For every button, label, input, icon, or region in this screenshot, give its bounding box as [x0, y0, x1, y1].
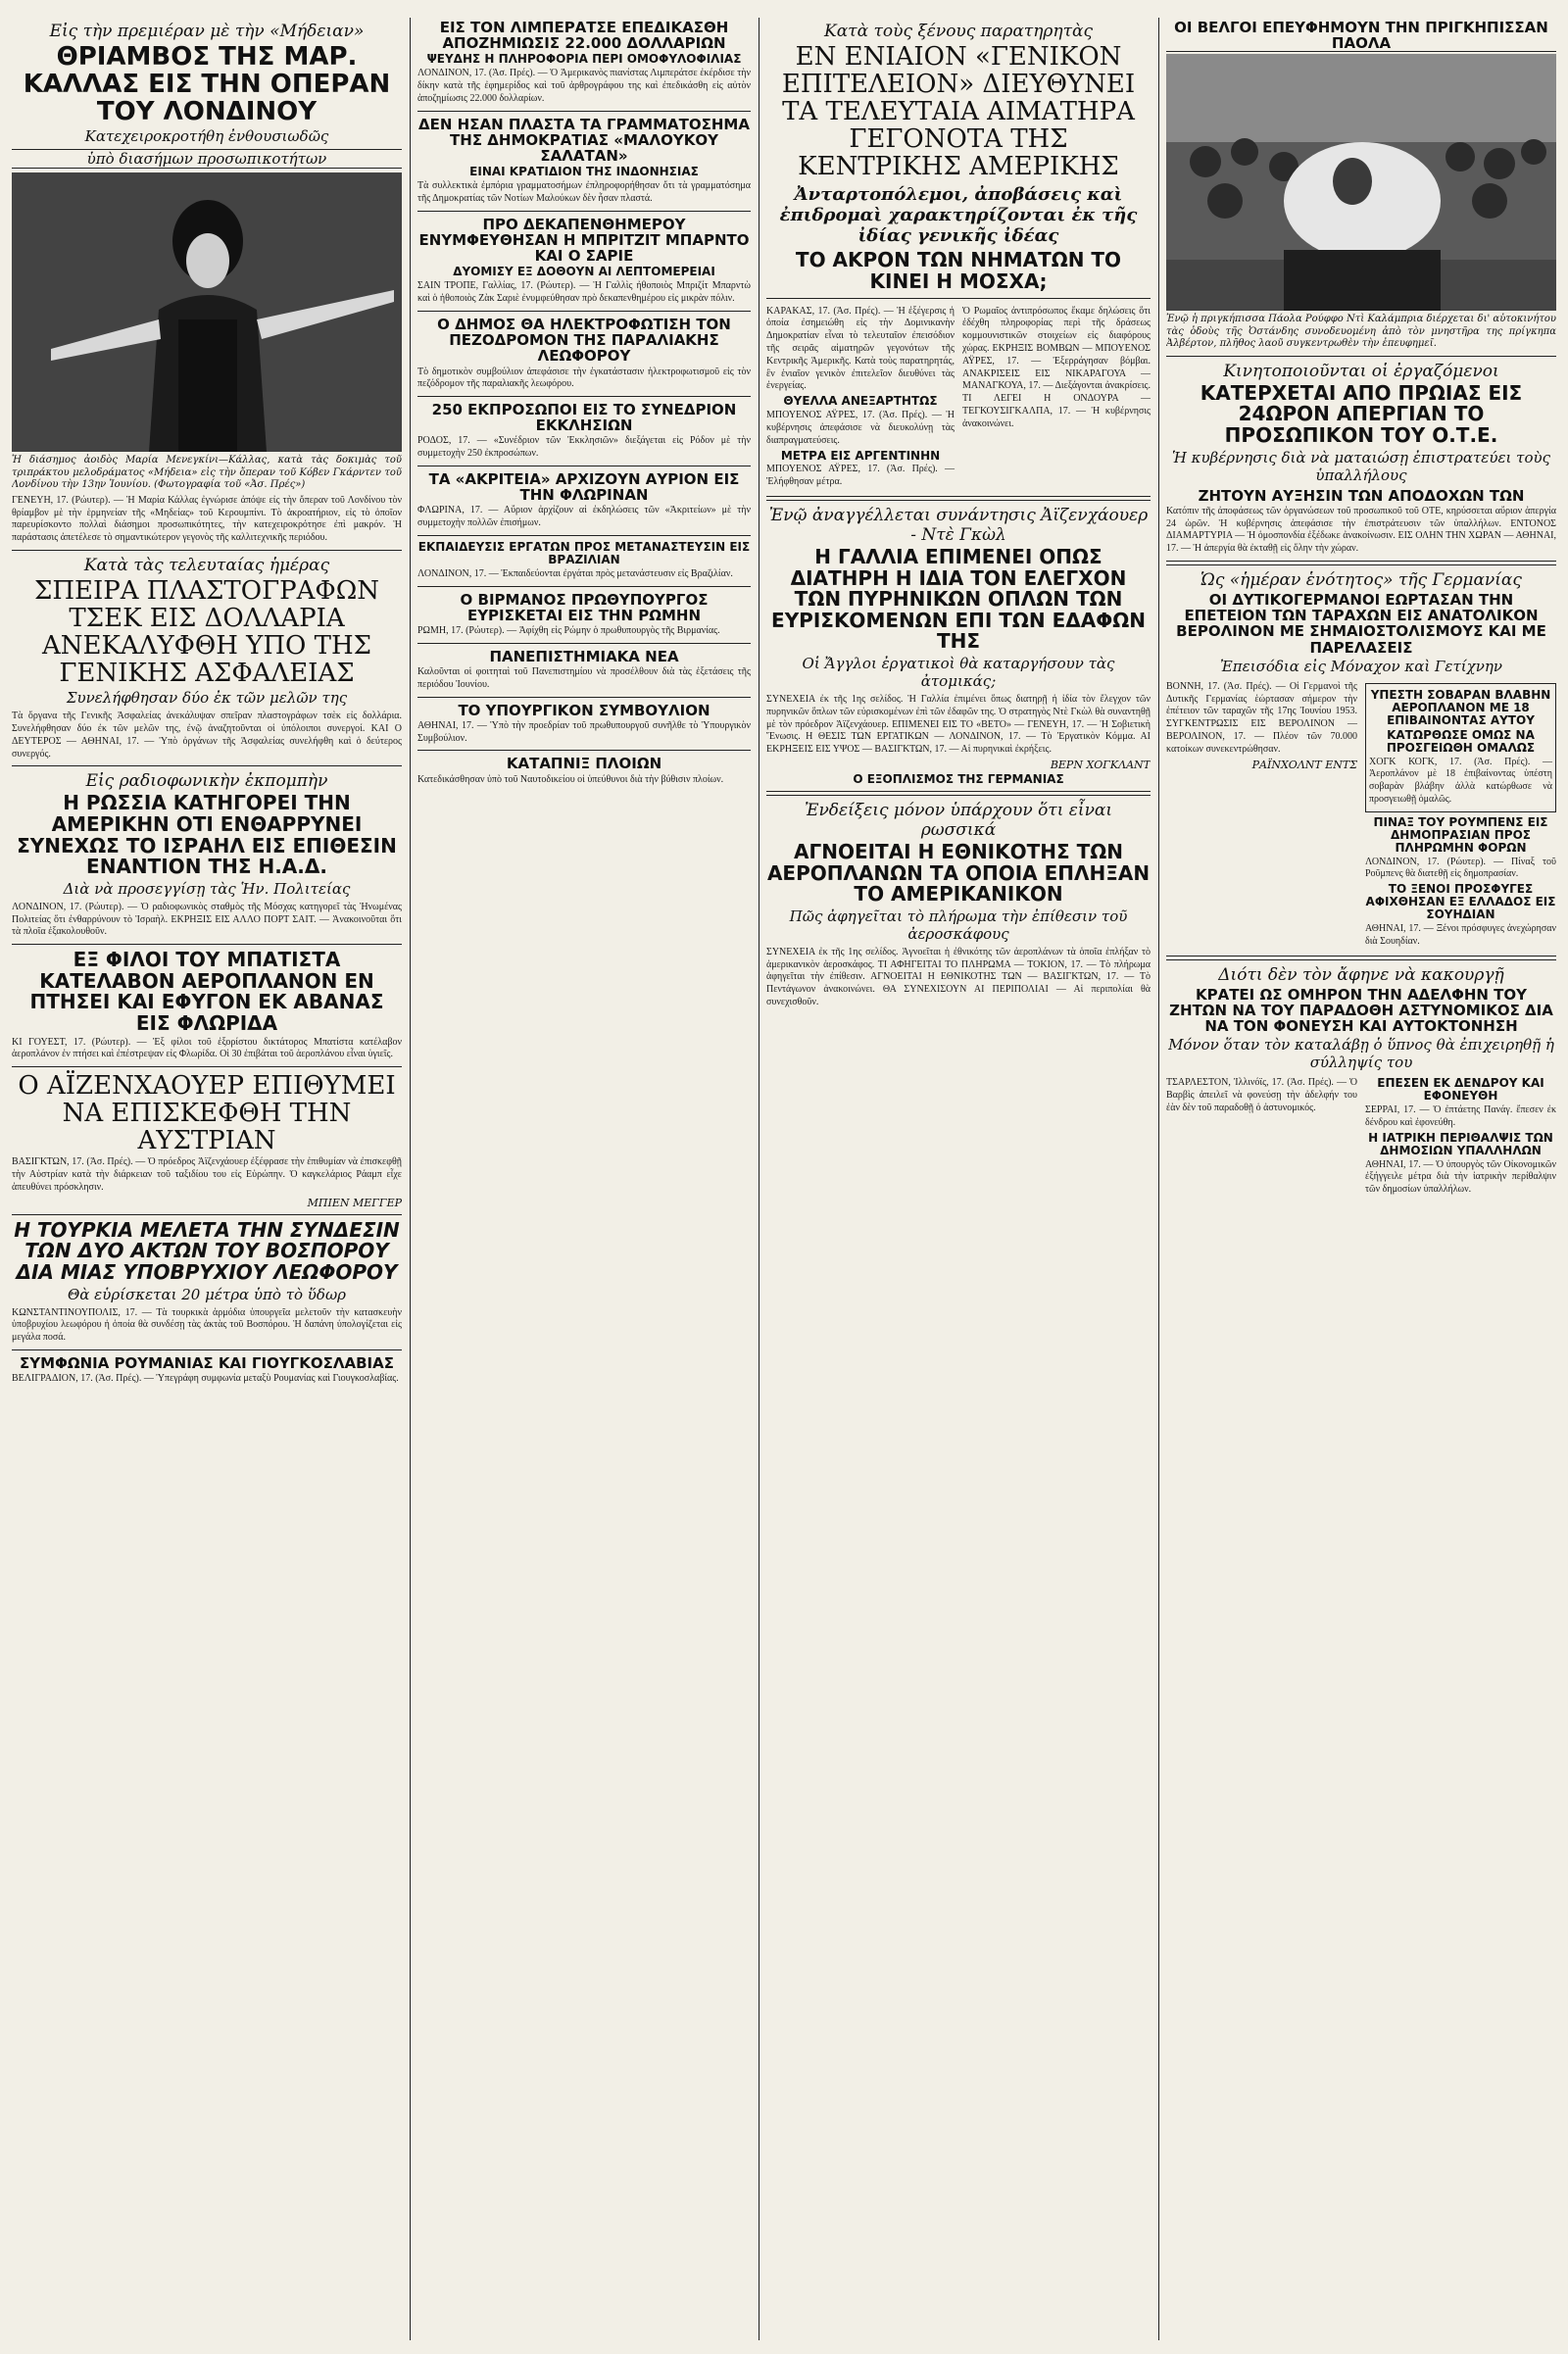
- kicker: Ἐνδείξεις μόνον ὑπάρχουν ὅτι εἶναι ρωσσικά: [804, 800, 1113, 840]
- headline: ΤΟ ΞΕΝΟΙ ΠΡΟΣΦΥΓΕΣ ΑΦΙΧΘΗΣΑΝ ΕΞ ΕΛΛΑΔΟΣ ΕΙΣ ΣΟΥΗΔΙΑΝ: [1365, 882, 1556, 922]
- divider: [766, 298, 1151, 299]
- headline: ΤΑ «ΑΚΡΙΤΕΙΑ» ΑΡΧΙΖΟΥΝ ΑΥΡΙΟΝ ΕΙΣ ΤΗΝ ΦΛΩΡΙΝΑΝ: [428, 470, 740, 505]
- headline: ΟΙ ΔΥΤΙΚΟΓΕΡΜΑΝΟΙ ΕΩΡΤΑΣΑΝ ΤΗΝ ΕΠΕΤΕΙΟΝ ΤΩΝ ΤΑΡΑΧΩΝ ΕΙΣ ΑΝΑΤΟΛΙΚΟΝ ΒΕΡΟΛΙΝΟΝ ΜΕ ΣΗΜΑΙΟΣΤΟΛΙΣΜΟΥΣ ΚΑΙ ΜΕ ΠΑΡΕΛΑΣΕΙΣ: [1176, 591, 1546, 657]
- divider: [417, 750, 751, 751]
- article-text: ΤΣΑΡΛΕΣΤΟΝ, Ἰλλινόϊς, 17. (Ἀσ. Πρές). — Ὁ Βαρβὶς ἀπειλεῖ νὰ φονεύσῃ τὴν ἀδελφήν του ἐὰν δὲν τοῦ παραδοθῇ ὁ ἀστυνομικός.: [1166, 1077, 1357, 1113]
- divider: [417, 535, 751, 536]
- headline: ΥΠΕΣΤΗ ΣΟΒΑΡΑΝ ΒΛΑΒΗΝ ΑΕΡΟΠΛΑΝΟΝ ΜΕ 18 ΕΠΙΒΑΙΝΟΝΤΑΣ ΑΥΤΟΥ: [1370, 687, 1551, 727]
- subheadline: Πῶς ἀφηγεῖται τὸ πλήρωμα τὴν ἐπίθεσιν τοῦ ἀεροσκάφους: [789, 907, 1128, 943]
- article-text: ΛΟΝΔΙΝΟΝ, 17. (Ρώυτερ). — Ὁ ραδιοφωνικὸς σταθμὸς τῆς Μόσχας κατηγορεῖ τὰς Ἡνωμένας Πολιτείας ὅτι ἐνθαρρύνουν τὸ Ἰσραὴλ. ΕΚΡΗΞΙΣ ΕΙΣ ΑΛΛΟ ΠΟΡΤ ΣΑΙΤ. — Ἀνακοινοῦται ὅτι τὰ πλοῖα ἐξακολουθοῦν.: [12, 901, 402, 938]
- divider: [417, 586, 751, 587]
- photo-paola: [1166, 54, 1556, 311]
- subheadline: Κατεχειροκροτήθη ἐνθουσιωδῶς: [84, 127, 329, 146]
- article-text: ΚΩΝΣΤΑΝΤΙΝΟΥΠΟΛΙΣ, 17. — Τὰ τουρκικὰ ἀρμόδια ὑπουργεῖα μελετοῦν τὴν κατασκευὴν ὑποβρυχίου λεωφόρου ἡ ὁποία θὰ συνδέσῃ τὰς ἀκτὰς τοῦ Βοσπόρου. Ἡ δαπάνη ὑπολογίζεται εἰς μεγάλα ποσά.: [12, 1306, 402, 1344]
- column-left: [12, 18, 402, 2340]
- kicker: Κινητοποιοῦνται οἱ ἐργαζόμενοι: [1223, 361, 1499, 381]
- subheadline: ΘΥΕΛΛΑ ΑΝΕΞΑΡΤΗΤΩΣ: [783, 394, 938, 409]
- kicker: Ἐνῷ ἀναγγέλλεται συνάντησις Ἀϊζενχάουερ - Ντὲ Γκὼλ: [768, 506, 1149, 546]
- headline: ΑΓΝΟΕΙΤΑΙ Η ΕΘΝΙΚΟΤΗΣ ΤΩΝ ΑΕΡΟΠΛΑΝΩΝ ΤΑ ΟΠΟΙΑ ΕΠΛΗΞΑΝ ΤΟ ΑΜΕΡΙΚΑΝΙΚΟΝ: [766, 839, 1151, 907]
- subheadline: Ο ΕΞΟΠΛΙΣΜΟΣ ΤΗΣ ΓΕΡΜΑΝΙΑΣ: [853, 772, 1064, 786]
- article-text: ΑΘΗΝΑΙ, 17. — Ὁ ὑπουργὸς τῶν Οἰκονομικῶν ἐξήγγειλε μέτρα διὰ τὴν ἰατρικὴν περίθαλψιν τῶν δημοσίων ὑπαλλήλων.: [1365, 1158, 1556, 1196]
- divider: [12, 944, 402, 945]
- article-text: ΣΥΝΕΧΕΙΑ ἐκ τῆς 1ης σελίδος. Ἀγνοεῖται ἡ ἐθνικότης τῶν ἀεροπλάνων τὰ ὁποῖα ἐπλήξαν τὸ ἀμερικανικὸν ἀεροσκάφος. ΤΙ ΑΦΗΓΕΙΤΑΙ ΤΟ ΠΛΗΡΩΜΑ — ΤΟΚΙΟΝ, 17. — Τὸ πλήρωμα ἀφηγεῖται τὴν ἐπίθεσιν. ΑΓΝΟΕΙΤΑΙ Η ΕΘΝΙΚΟΤΗΣ ΤΩΝ — ΒΑΣΙΓΚΤΩΝ, 17. — Τὸ Πεντάγωνον ἀνακοινώνει. ΘΑ ΣΥΝΕΧΙΣΟΥΝ ΑΙ ΠΕΡΙΠΟΛΙΑΙ — Αἱ περιπολίαι θὰ συνεχισθοῦν.: [766, 946, 1151, 1007]
- headline: ΣΠΕΙΡΑ ΠΛΑΣΤΟΓΡΑΦΩΝ ΤΣΕΚ ΕΙΣ ΔΟΛΛΑΡΙΑ ΑΝΕΚΑΛΥΦΘΗ ΥΠΟ ΤΗΣ ΓΕΝΙΚΗΣ ΑΣΦΑΛΕΙΑΣ: [33, 575, 380, 689]
- column-rule: [410, 18, 411, 2340]
- headline: ΟΙ ΒΕΛΓΟΙ ΕΠΕΥΦΗΜΟΥΝ ΤΗΝ ΠΡΙΓΚΗΠΙΣΣΑΝ ΠΑΟΛΑ: [1166, 20, 1556, 52]
- byline: ΡΑΪΝΧΟΛΝΤ ΕΝΤΣ: [1251, 758, 1357, 771]
- subheadline: ΜΕΤΡΑ ΕΙΣ ΑΡΓΕΝΤΙΝΗΝ: [780, 448, 941, 463]
- article-text: Τὰ συλλεκτικὰ ἐμπόρια γραμματοσήμων ἐπληροφορήθησαν ὅτι τὰ γραμματόσημα τῆς Δημοκρατίας τῶν Νοτίων Μαλούκων δὲν ἦσαν πλαστά.: [417, 180, 751, 205]
- photo-callas: [12, 172, 402, 452]
- article-columns: [1166, 679, 1556, 951]
- subheadline: Διὰ νὰ προσεγγίσῃ τὰς Ἡν. Πολιτείας: [63, 879, 351, 898]
- subheadline: ΚΑΤΩΡΘΩΣΕ ΟΜΩΣ ΝΑ ΠΡΟΣΓΕΙΩΘΗ ΟΜΑΛΩΣ: [1386, 727, 1536, 755]
- article-text: ΚΑΡΑΚΑΣ, 17. (Ἀσ. Πρές). — Ἡ ἐξέγερσις ἡ ὁποία ἐσημειώθη εἰς τὴν Δομινικανὴν Δημοκρατίαν εἶναι τὸ τελευταῖον ἐπεισόδιον τῆς σειρᾶς αἱματηρῶν γεγονότων τῆς Κεντρικῆς Ἀμερικῆς. Κατὰ τοὺς παρατηρητάς, ἓν ἑνιαῖον γενικὸν ἐπιτελεῖον διευθύνει τὰς ἐνεργείας.: [766, 305, 955, 392]
- article-text: ΦΛΩΡΙΝΑ, 17. — Αὔριον ἀρχίζουν αἱ ἐκδηλώσεις τῶν «Ἀκριτείων» μὲ τὴν συμμετοχὴν πολλῶν ἐπισήμων.: [417, 505, 751, 529]
- column-middle-right: [766, 18, 1151, 2340]
- article-text: ΣΕΡΡΑΙ, 17. — Ὁ ἐπτάετης Πανάγ. ἔπεσεν ἐκ δένδρου καὶ ἐφονεύθη.: [1365, 1104, 1556, 1128]
- subheadline: Οἱ Ἄγγλοι ἐργατικοὶ θὰ καταργήσουν τὰς ἀτομικάς;: [802, 655, 1115, 691]
- divider: [766, 496, 1151, 501]
- divider: [417, 211, 751, 212]
- column-rule: [759, 18, 760, 2340]
- article-text: ΣΥΝΕΧΕΙΑ ἐκ τῆς 1ης σελίδος. Ἡ Γαλλία ἐπιμένει ὅπως διατηρῇ ἡ ἰδία τὸν ἔλεγχον τῶν πυρηνικῶν ὅπλων τῶν εὑρισκομένων ἐπὶ τῶν ἐδαφῶν της. Ὁ στρατηγὸς Ντὲ Γκὼλ θὰ συναντηθῇ μὲ τὸν πρόεδρον Ἀϊζενχάουερ. ΕΠΙΜΕΝΕΙ ΕΙΣ ΤΟ «ΒΕΤΟ» — ΓΕΝΕΥΗ, 17. — Ἡ Σοβιετικὴ Ἕνωσις. Η ΘΕΣΙΣ ΤΩΝ ΕΡΓΑΤΙΚΩΝ — ΛΟΝΔΙΝΟΝ, 17. — Τὸ Ἐργατικὸν Κόμμα. ΑΙ ΕΚΡΗΞΕΙΣ ΕΙΣ ΥΨΟΣ — ΒΑΣΙΓΚΤΩΝ, 17. — Αἱ πυρηνικαὶ ἐκρήξεις.: [766, 694, 1151, 756]
- subheadline: Ἐπεισόδια εἰς Μόναχον καὶ Γετίχνην: [1220, 657, 1502, 675]
- headline: ΕΙΣ ΤΟΝ ΛΙΜΠΕΡΑΤΣΕ ΕΠΕΔΙΚΑΣΘΗ ΑΠΟΖΗΜΙΩΣΙΣ 22.000 ΔΟΛΛΑΡΙΩΝ: [439, 19, 729, 53]
- article-text: Τὸ δημοτικὸν συμβούλιον ἀπεφάσισε τὴν ἐγκατάστασιν ἠλεκτροφωτισμοῦ εἰς τὸν πεζόδρομον τῆς παραλιακῆς λεωφόρου.: [417, 366, 751, 390]
- headline: Ο ΒΙΡΜΑΝΟΣ ΠΡΩΘΥΠΟΥΡΓΟΣ ΕΥΡΙΣΚΕΤΑΙ ΕΙΣ ΤΗΝ ΡΩΜΗΝ: [460, 590, 709, 624]
- headline: ΕΞ ΦΙΛΟΙ ΤΟΥ ΜΠΑΤΙΣΤΑ ΚΑΤΕΛΑΒΟΝ ΑΕΡΟΠΛΑΝΟΝ ΕΝ ΠΤΗΣΕΙ ΚΑΙ ΕΦΥΓΟΝ ΕΚ ΑΒΑΝΑΣ ΕΙΣ ΦΛΩΡΙΔΑ: [29, 948, 384, 1035]
- divider: [12, 1214, 402, 1215]
- divider: [1166, 356, 1556, 357]
- headline: ΘΡΙΑΜΒΟΣ ΤΗΣ ΜΑΡ. ΚΑΛΛΑΣ ΕΙΣ ΤΗΝ ΟΠΕΡΑΝ ΤΟΥ ΛΟΝΔΙΝΟΥ: [23, 42, 391, 127]
- article-text: ΡΩΜΗ, 17. (Ρώυτερ). — Ἀφίχθη εἰς Ρώμην ὁ πρωθυπουργὸς τῆς Βιρμανίας.: [417, 625, 720, 637]
- article-text: ΛΟΝΔΙΝΟΝ, 17. — Ἐκπαιδεύονται ἐργάται πρὸς μετανάστευσιν εἰς Βραζιλίαν.: [417, 567, 733, 579]
- photo-paola-image: [1166, 54, 1556, 311]
- article-text: ΛΟΝΔΙΝΟΝ, 17. (Ἀσ. Πρές). — Ὁ Ἀμερικανὸς πιανίστας Λιμπεράτσε ἐκέρδισε τὴν δίκην κατὰ τῆς ἐφημερίδος καὶ τοῦ ἀρθρογράφου της καὶ ἐπεδικάσθη εἰς αὐτὸν ἀποζημίωσις 22.000 δολλαρίων.: [417, 68, 751, 104]
- divider: [12, 1066, 402, 1067]
- article-columns: [766, 304, 1151, 491]
- article-text: ΛΟΝΔΙΝΟΝ, 17. (Ρώυτερ). — Πίναξ τοῦ Ροῦμπενς θὰ διατεθῇ εἰς δημοπρασίαν.: [1365, 856, 1556, 880]
- headline: ΚΑΤΕΡΧΕΤΑΙ ΑΠΟ ΠΡΩΙΑΣ ΕΙΣ 24ΩΡΟΝ ΑΠΕΡΓΙΑΝ ΤΟ ΠΡΟΣΩΠΙΚΟΝ ΤΟΥ Ο.Τ.Ε.: [1200, 380, 1523, 448]
- article-text: ΓΕΝΕΥΗ, 17. (Ρώυτερ). — Ἡ Μαρία Κάλλας ἐγνώρισε ἀπόψε εἰς τὴν ὄπεραν τοῦ Λονδίνου τὸν θρίαμβον μὲ τὴν ἑρμηνείαν τῆς «Μηδείας» τοῦ Κερουμπίνι. Τὸ ἀκροατήριον, εἰς τὸ ὁποῖον παρευρίσκοντο πολλαὶ διάσημοι προσωπικότητες, τὴν κατεχειροκρότησε ἐπὶ μακρόν. Ἡ παράστασις ἀπετέλεσε τὸ σημαντικώτερον γεγονὸς τῆς καλλιτεχνικῆς περιόδου.: [12, 494, 402, 544]
- divider: [1166, 956, 1556, 960]
- article-text: Καλοῦνται οἱ φοιτηταὶ τοῦ Πανεπιστημίου νὰ προσέλθουν διὰ τὰς ἐξετάσεις τῆς περιόδου Ἰουνίου.: [417, 666, 751, 690]
- article-text: Ὁ Ρωμαῖος ἀντιπρόσωπος ἔκαμε δηλώσεις ὅτι ἐδέχθη πληροφορίας περὶ τῆς δράσεως κομμουνιστικῶν στοιχείων εἰς διαφόρους χώρας. ΕΚΡΗΞΙΣ ΒΟΜΒΩΝ — ΜΠΟΥΕΝΟΣ ΑΫΡΕΣ, 17. — Ἐξερράγησαν βόμβαι. ΑΝΑΚΡΙΣΕΙΣ ΕΙΣ ΝΙΚΑΡΑΓΟΥΑ — ΜΑΝΑΓΚΟΥΑ, 17. — Διεξάγονται ἀνακρίσεις. ΤΙ ΛΕΓΕΙ Η ΟΝΔΟΥΡΑ — ΤΕΓΚΟΥΣΙΓΚΑΛΠΑ, 17. — Ἡ κυβέρνησις ἀνακοινώνει.: [962, 305, 1151, 429]
- kicker: Διότι δὲν τὸν ἄφηνε νὰ κακουργῇ: [1218, 964, 1504, 985]
- article-text: ΚΙ ΓΟΥΕΣΤ, 17. (Ρώυτερ). — Ἑξ φίλοι τοῦ ἐξορίστου δικτάτορος Μπατίστα κατέλαβον ἀεροπλάνον ἐν πτήσει καὶ ἐπέστρεψαν εἰς Φλωρίδα. Οἱ 30 ἐπιβάται τοῦ ἀεροπλάνου εἶναι ὑγιεῖς.: [12, 1036, 402, 1060]
- headline: Η ΓΑΛΛΙΑ ΕΠΙΜΕΝΕΙ ΟΠΩΣ ΔΙΑΤΗΡΗ Η ΙΔΙΑ ΤΟΝ ΕΛΕΓΧΟΝ ΤΩΝ ΠΥΡΗΝΙΚΩΝ ΟΠΛΩΝ ΤΩΝ ΕΥΡΙΣΚΟΜΕΝΩΝ ΕΠΙ ΤΩΝ ΕΔΑΦΩΝ ΤΗΣ: [771, 545, 1146, 654]
- article-text: ΧΟΓΚ ΚΟΓΚ, 17. (Ἀσ. Πρές). — Ἀεροπλάνον μὲ 18 ἐπιβαίνοντας ὑπέστη σοβαρὰν βλάβην ἀλλὰ κατώρθωσε νὰ προσγειωθῇ ὁμαλῶς.: [1369, 756, 1552, 805]
- deck: Ἀνταρτοπόλεμοι, ἀποβάσεις καὶ ἐπιδρομαὶ χαρακτηρίζονται ἐκ τῆς ἰδίας γενικῆς ἰδέας: [779, 184, 1138, 247]
- divider: [417, 396, 751, 397]
- divider: [12, 765, 402, 766]
- article-text: ΑΘΗΝΑΙ, 17. — Ξένοι πρόσφυγες ἀνεχώρησαν διὰ Σουηδίαν.: [1365, 923, 1556, 947]
- article-text: ΣΑΙΝ ΤΡΟΠΕ, Γαλλίας, 17. (Ρώυτερ). — Ἡ Γαλλὶς ἠθοποιὸς Μπριζίτ Μπαρντὼ καὶ ὁ ἠθοποιὸς Ζὰκ Σαριὲ ἐνυμφεύθησαν πρὸ δεκαπενθημέρου εἰς μικρὰν πόλιν.: [417, 280, 751, 305]
- article-text: ΜΠΟΥΕΝΟΣ ΑΫΡΕΣ, 17. (Ἀσ. Πρές). — Ἡ κυβέρνησις ἀπεφάσισε νὰ διευκολύνῃ τὰς διαπραγματεύσεις.: [766, 410, 955, 446]
- headline: ΤΟ ΥΠΟΥΡΓΙΚΟΝ ΣΥΜΒΟΥΛΙΟΝ: [458, 701, 710, 719]
- headline: 250 ΕΚΠΡΟΣΩΠΟΙ ΕΙΣ ΤΟ ΣΥΝΕΔΡΙΟΝ ΕΚΚΛΗΣΙΩΝ: [431, 401, 737, 435]
- headline: ΕΝ ΕΝΙΑΙΟΝ «ΓΕΝΙΚΟΝ ΕΠΙΤΕΛΕΙΟΝ» ΔΙΕΥΘΥΝΕΙ ΤΑ ΤΕΛΕΥΤΑΙΑ ΑΙΜΑΤΗΡΑ ΓΕΓΟΝΟΤΑ ΤΗΣ ΚΕΝΤΡΙΚΗΣ ΑΜΕΡΙΚΗΣ: [781, 42, 1136, 182]
- photo-caption: Ἡ διάσημος ἀοιδὸς Μαρία Μενεγκίνι—Κάλλας, κατὰ τὰς δοκιμὰς τοῦ τριπράκτου μελοδράματος «Μήδεια» εἰς τὴν ὄπεραν τοῦ Κόβεν Γκάρντεν τοῦ Λονδίνου τὴν 13ην Ἰουνίου. (Φωτογραφία τοῦ «Ἀσ. Πρές»): [12, 455, 402, 491]
- article-columns: [1166, 1075, 1556, 1199]
- divider: [417, 697, 751, 698]
- headline: Η ΤΟΥΡΚΙΑ ΜΕΛΕΤΑ ΤΗΝ ΣΥΝΔΕΣΙΝ ΤΩΝ ΔΥΟ ΑΚΤΩΝ ΤΟΥ ΒΟΣΠΟΡΟΥ ΔΙΑ ΜΙΑΣ ΥΠΟΒΡΥΧΙΟΥ ΛΕΩΦΟΡΟΥ: [14, 1217, 400, 1284]
- article-text: ΒΕΛΙΓΡΑΔΙΟΝ, 17. (Ἀσ. Πρές). — Ὑπεγράφη συμφωνία μεταξὺ Ρουμανίας καὶ Γιουγκοσλαβίας.: [12, 1373, 399, 1385]
- column-right: [1166, 18, 1556, 2340]
- column-middle-left: [417, 18, 751, 2340]
- article-text: ΑΘΗΝΑΙ, 17. — Ὑπὸ τὴν προεδρίαν τοῦ πρωθυπουργοῦ συνῆλθε τὸ Ὑπουργικὸν Συμβούλιον.: [417, 719, 751, 744]
- headline: ΕΠΕΣΕΝ ΕΚ ΔΕΝΔΡΟΥ ΚΑΙ ΕΦΟΝΕΥΘΗ: [1377, 1076, 1544, 1103]
- article-text: ΒΟΝΝΗ, 17. (Ἀσ. Πρές). — Οἱ Γερμανοὶ τῆς Δυτικῆς Γερμανίας ἑώρτασαν σήμερον τὴν ἐπέτειον τῶν ταραχῶν τῆς 17ης Ἰουνίου 1953. ΣΥΓΚΕΝΤΡΩΣΙΣ ΕΙΣ ΒΕΡΟΛΙΝΟΝ — ΒΕΡΟΛΙΝΟΝ, 17. — Πλέον τῶν 70.000 κατοίκων συνεκεντρώθησαν.: [1166, 680, 1357, 755]
- divider: [417, 643, 751, 644]
- kicker: Εἰς ραδιοφωνικὴν ἐκπομπὴν: [85, 771, 328, 792]
- kicker: Κατὰ τοὺς ξένους παρατηρητὰς: [824, 22, 1093, 41]
- byline: ΒΕΡΝ ΧΟΓΚΛΑΝΤ: [1050, 759, 1151, 771]
- headline: ΕΚΠΑΙΔΕΥΣΙΣ ΕΡΓΑΤΩΝ ΠΡΟΣ ΜΕΤΑΝΑΣΤΕΥΣΙΝ ΕΙΣ ΒΡΑΖΙΛΙΑΝ: [417, 540, 751, 566]
- subheadline: Μόνον ὅταν τὸν καταλάβῃ ὁ ὕπνος θὰ ἐπιχειρηθῇ ἡ σύλληψίς του: [1168, 1036, 1554, 1072]
- photo-callas-image: [12, 172, 402, 452]
- kicker: Κατὰ τὰς τελευταίας ἡμέρας: [83, 555, 330, 575]
- subheadline: ΕΙΝΑΙ ΚΡΑΤΙΔΙΟΝ ΤΗΣ ΙΝΔΟΝΗΣΙΑΣ: [469, 165, 699, 179]
- divider: [1166, 561, 1556, 565]
- news-box: [1365, 683, 1556, 812]
- subheadline: Ἡ κυβέρνησις διὰ νὰ ματαιώσῃ ἐπιστρατεύει τοὺς ὑπαλλήλους: [1171, 448, 1551, 484]
- headline: Ο ΔΗΜΟΣ ΘΑ ΗΛΕΚΤΡΟΦΩΤΙΣΗ ΤΟΝ ΠΕΖΟΔΡΟΜΟΝ ΤΗΣ ΠΑΡΑΛΙΑΚΗΣ ΛΕΩΦΟΡΟΥ: [437, 315, 731, 366]
- headline: ΠΡΟ ΔΕΚΑΠΕΝΘΗΜΕΡΟΥ ΕΝΥΜΦΕΥΘΗΣΑΝ Η ΜΠΡΙΤΖΙΤ ΜΠΑΡΝΤΟ ΚΑΙ Ο ΣΑΡΙΕ: [418, 215, 750, 266]
- headline: ΣΥΜΦΩΝΙΑ ΡΟΥΜΑΝΙΑΣ ΚΑΙ ΓΙΟΥΓΚΟΣΛΑΒΙΑΣ: [20, 1353, 394, 1372]
- article-text: Τὰ ὄργανα τῆς Γενικῆς Ἀσφαλείας ἀνεκάλυψαν σπεῖραν πλαστογράφων τσὲκ εἰς δολλάρια. Συνελήφθησαν δύο ἐκ τῶν μελῶν της, ἐνῷ ἀναζητοῦνται οἱ ὑπόλοιποι συνεργοί. ΚΑΙ Ο ΔΕΥΤΕΡΟΣ — ΑΘΗΝΑΙ, 17. — Ὑπὸ ὀργάνων τῆς Ἀσφαλείας συνελήφθη καὶ ὁ δεύτερος συνεργός.: [12, 711, 402, 760]
- headline: ΠΙΝΑΞ ΤΟΥ ΡΟΥΜΠΕΝΣ ΕΙΣ ΔΗΜΟΠΡΑΣΙΑΝ ΠΡΟΣ ΠΛΗΡΩΜΗΝ ΦΟΡΩΝ: [1373, 814, 1548, 855]
- photo-caption: Ἐνῷ ἡ πριγκήπισσα Πάολα Ρούφφο Ντὶ Καλάμπρια διέρχεται δι' αὐτοκινήτου τὰς ὁδοὺς τῆς Ὀστάνδης συνοδευομένη ἀπὸ τὸν μνηστῆρα της πρίγκηπα Ἀλβέρτον, πλῆθος λαοῦ συγκεντρωθὲν τὴν ἐπευφημεῖ.: [1166, 314, 1556, 350]
- kicker: Ὡς «ἡμέραν ἑνότητος» τῆς Γερμανίας: [1200, 570, 1522, 591]
- subheadline: ὑπὸ διασήμων προσωπικοτήτων: [12, 149, 402, 169]
- subheadline: ΨΕΥΔΗΣ Η ΠΛΗΡΟΦΟΡΙΑ ΠΕΡΙ ΟΜΟΦΥΛΟΦΙΛΙΑΣ: [426, 52, 742, 67]
- divider: [417, 111, 751, 112]
- divider: [417, 311, 751, 312]
- headline: ΠΑΝΕΠΙΣΤΗΜΙΑΚΑ ΝΕΑ: [489, 647, 679, 665]
- kicker: Εἰς τὴν πρεμιέραν μὲ τὴν «Μήδειαν»: [49, 22, 365, 41]
- divider: [12, 550, 402, 551]
- subheadline: ΔΥΟΜΙΣΥ ΕΞ ΔΟΘΟΥΝ ΑΙ ΛΕΠΤΟΜΕΡΕΙΑΙ: [453, 265, 715, 279]
- headline: Η ΙΑΤΡΙΚΗ ΠΕΡΙΘΑΛΨΙΣ ΤΩΝ ΔΗΜΟΣΙΩΝ ΥΠΑΛΛΗΛΩΝ: [1368, 1130, 1553, 1157]
- headline: ΖΗΤΟΥΝ ΑΥΞΗΣΙΝ ΤΩΝ ΑΠΟΔΟΧΩΝ ΤΩΝ: [1198, 486, 1525, 505]
- column-rule: [1158, 18, 1159, 2340]
- subheadline: Θὰ εὑρίσκεται 20 μέτρα ὑπὸ τὸ ὕδωρ: [67, 1285, 346, 1303]
- headline: Η ΡΩΣΣΙΑ ΚΑΤΗΓΟΡΕΙ ΤΗΝ ΑΜΕΡΙΚΗΝ ΟΤΙ ΕΝΘΑΡΡΥΝΕΙ ΣΥΝΕΧΩΣ ΤΟ ΙΣΡΑΗΛ ΕΙΣ ΕΠΙΘΕΣΙΝ ΕΝΑΝΤΙΟΝ ΤΗΣ Η.Α.Δ.: [17, 791, 397, 879]
- article-text: ΒΑΣΙΓΚΤΩΝ, 17. (Ἀσ. Πρές). — Ὁ πρόεδρος Ἀϊζενχάουερ ἐξέφρασε τὴν ἐπιθυμίαν νὰ ἐπισκεφθῇ τὴν Αὐστρίαν κατὰ τὴν διάρκειαν τοῦ ταξιδίου του εἰς Εὐρώπην. Ὁ καγκελάριος Ράαμπ εἶχε ἀπευθύνει πρόσκλησιν.: [12, 1156, 402, 1193]
- divider: [12, 1349, 402, 1350]
- byline: ΜΠΙΕΝ ΜΕΓΓΕΡ: [307, 1196, 402, 1209]
- article-text: Κατεδικάσθησαν ὑπὸ τοῦ Ναυτοδικείου οἱ ὑπεύθυνοι διὰ τὴν βύθισιν πλοίων.: [417, 773, 724, 785]
- headline: ΤΟ ΑΚΡΟΝ ΤΩΝ ΝΗΜΑΤΩΝ ΤΟ ΚΙΝΕΙ Η ΜΟΣΧΑ;: [795, 248, 1122, 293]
- article-text: Κατόπιν τῆς ἀποφάσεως τῶν ὀργανώσεων τοῦ προσωπικοῦ τοῦ ΟΤΕ, κηρύσσεται αὔριον ἀπεργία 24 ὡρῶν. Ἡ κυβέρνησις ἀπεφάσισε τὴν ἐπιστράτευσιν τῶν ὑπαλλήλων. ΕΝΤΟΝΟΣ ΔΙΑΜΑΡΤΥΡΙΑ — Ἡ ὁμοσπονδία ἐξέδωκε ἀνακοίνωσιν. ΕΙΣ ΟΛΗΝ ΤΗΝ ΧΩΡΑΝ — ΑΘΗΝΑΙ, 17. — Ἡ ἀπεργία θὰ ἐκταθῇ εἰς ὅλην τὴν χώραν.: [1166, 505, 1556, 555]
- headline: ΚΑΤΑΠΝΙΞ ΠΛΟΙΩΝ: [506, 755, 662, 773]
- article-text: ΡΟΔΟΣ, 17. — «Συνέδριον τῶν Ἐκκλησιῶν» διεξάγεται εἰς Ρόδον μὲ τὴν συμμετοχὴν 250 ἐκπροσώπων.: [417, 435, 751, 460]
- headline: ΚΡΑΤΕΙ ΩΣ ΟΜΗΡΟΝ ΤΗΝ ΑΔΕΛΦΗΝ ΤΟΥ ΖΗΤΩΝ ΝΑ ΤΟΥ ΠΑΡΑΔΟΘΗ ΑΣΤΥΝΟΜΙΚΟΣ ΔΙΑ ΝΑ ΤΟΝ ΦΟΝΕΥΣΗ ΚΑΙ ΑΥΤΟΚΤΟΝΗΣΗ: [1169, 985, 1553, 1036]
- article-text: ΜΠΟΥΕΝΟΣ ΑΫΡΕΣ, 17. (Ἀσ. Πρές). — Ἐλήφθησαν μέτρα.: [766, 464, 955, 488]
- subheadline: Συνελήφθησαν δύο ἐκ τῶν μελῶν της: [66, 689, 348, 708]
- headline: ΔΕΝ ΗΣΑΝ ΠΛΑΣΤΑ ΤΑ ΓΡΑΜΜΑΤΟΣΗΜΑ ΤΗΣ ΔΗΜΟΚΡΑΤΙΑΣ «ΜΑΛΟΥΚΟΥ ΣΑΛΑΤΑΝ»: [418, 115, 750, 166]
- headline: Ο ΑΪΖΕΝΧΑΟΥΕΡ ΕΠΙΘΥΜΕΙ ΝΑ ΕΠΙΣΚΕΦΘΗ ΤΗΝ ΑΥΣΤΡΙΑΝ: [18, 1071, 396, 1156]
- divider: [766, 791, 1151, 796]
